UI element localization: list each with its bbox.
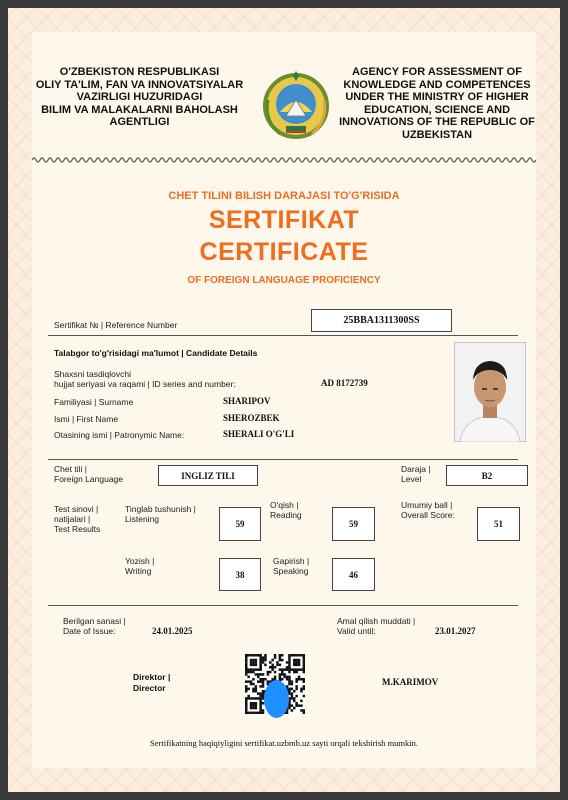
- candidate-photo: [454, 342, 526, 442]
- agency-uz-line: AGENTLIGI: [109, 116, 170, 128]
- writing-label-line: Yozish |: [125, 556, 155, 566]
- speaking-label-line: Gapirish |: [273, 556, 310, 566]
- agency-uz-line: O'ZBEKISTON RESPUBLIKASI: [59, 66, 220, 78]
- valid-until-value: 23.01.2027: [435, 626, 476, 636]
- test-results-label-line: Test Results: [54, 524, 101, 534]
- test-results-label-line: natijalari |: [54, 514, 91, 524]
- level-value: B2: [446, 465, 528, 486]
- agency-name-uz: [32, 66, 247, 129]
- reference-number-value: 25BBA1311300SS: [311, 309, 452, 332]
- certificate-title-en: CERTIFICATE: [199, 238, 369, 266]
- certificate-page: [8, 8, 560, 792]
- director-label-line: Director: [133, 683, 166, 693]
- reading-score: 59: [332, 507, 375, 541]
- divider: [48, 335, 518, 336]
- agency-en-line: UNDER THE MINISTRY OF HIGHER: [345, 91, 529, 103]
- reference-number-label: Sertifikat № | Reference Number: [54, 320, 178, 330]
- first-name-label: Ismi | First Name: [54, 414, 119, 424]
- state-emblem-icon: [260, 70, 332, 142]
- certificate-title-uz: SERTIFIKAT: [208, 206, 360, 234]
- agency-en-line: KNOWLEDGE AND COMPETENCES: [343, 78, 531, 91]
- id-value: AD 8172739: [321, 378, 368, 388]
- level-label: [401, 464, 431, 484]
- agency-en-line: INNOVATIONS OF THE REPUBLIC OF: [339, 116, 535, 128]
- id-label: [54, 369, 236, 389]
- valid-until-label: [337, 616, 415, 636]
- level-label-line: Level: [401, 474, 422, 484]
- divider: [48, 605, 518, 606]
- certificate-title-suffix: OF FOREIGN LANGUAGE PROFICIENCY: [187, 275, 381, 286]
- agency-uz-line: OLIY TA'LIM, FAN VA INNOVATSIYALAR: [35, 78, 244, 91]
- candidate-section-title: Talabgor to'g'risidagi ma'lumot | Candidate Details: [54, 348, 258, 358]
- agency-en-line: AGENCY FOR ASSESSMENT OF: [352, 66, 522, 78]
- director-label-line: Direktor |: [133, 672, 171, 682]
- surname-value: SHARIPOV: [223, 396, 271, 406]
- valid-until-label-line: Amal qilish muddati |: [337, 616, 416, 626]
- valid-until-label-line: Valid until:: [337, 626, 376, 636]
- certificate-subtitle: CHET TILINI BILISH DARAJASI TO'G'RISIDA: [168, 190, 400, 202]
- first-name-value: SHEROZBEK: [223, 413, 280, 423]
- reading-label-line: O'qish |: [270, 500, 299, 510]
- reading-label-line: Reading: [270, 510, 302, 520]
- agency-uz-line: BILIM VA MALAKALARNI BAHOLASH: [41, 103, 238, 116]
- writing-label: [125, 556, 154, 576]
- speaking-score: 46: [332, 558, 375, 591]
- issue-date-label: [63, 616, 126, 636]
- speaking-label: [273, 556, 309, 576]
- issue-date-label-line: Berilgan sanasi |: [63, 616, 126, 626]
- issue-date-label-line: Date of Issue:: [63, 626, 116, 636]
- overall-score-label: [401, 500, 455, 520]
- agency-en-line: EDUCATION, SCIENCE AND: [363, 103, 511, 116]
- certificate-body: [32, 32, 536, 768]
- level-label-line: Daraja |: [401, 464, 431, 474]
- test-results-label: [54, 504, 100, 534]
- agency-uz-line: VAZIRLIGI HUZURIDAGI: [76, 91, 203, 103]
- test-results-label-line: Test sinovi |: [54, 504, 99, 514]
- verification-note: Sertifikatning haqiqiyligini sertifikat.uzbmb.uz sayti orqali tekshirish mumkin.: [150, 738, 418, 748]
- patronymic-value: SHERALI O'G'LI: [223, 429, 295, 439]
- redaction-mark: [264, 680, 289, 718]
- listening-label: [125, 504, 196, 524]
- id-label-line: hujjat seriyasi va raqami | ID series and number:: [54, 379, 236, 389]
- listening-label-line: Tinglab tushunish |: [125, 504, 196, 514]
- patronymic-label: Otasining ismi | Patronymic Name:: [54, 430, 185, 440]
- overall-score-label-line: Overall Score:: [401, 510, 455, 520]
- agency-en-line: UZBEKISTAN: [401, 128, 473, 141]
- foreign-language-label-line: Foreign Language: [54, 474, 124, 484]
- issue-date-value: 24.01.2025: [152, 626, 193, 636]
- speaking-label-line: Speaking: [273, 566, 309, 576]
- overall-score-label-line: Umumiy ball |: [401, 500, 453, 510]
- foreign-language-label-line: Chet tili |: [54, 464, 87, 474]
- agency-name-en: [337, 66, 537, 141]
- overall-score: 51: [477, 507, 520, 541]
- director-label: [133, 672, 170, 694]
- foreign-language-label: [54, 464, 123, 484]
- director-name: M.KARIMOV: [382, 677, 439, 687]
- writing-label-line: Writing: [125, 566, 152, 576]
- reading-label: [270, 500, 302, 520]
- wavy-divider: [32, 156, 536, 164]
- listening-score: 59: [219, 507, 261, 541]
- foreign-language-value: INGLIZ TILI: [158, 465, 258, 486]
- listening-label-line: Listening: [125, 514, 160, 524]
- surname-label: Familiyasi | Surname: [54, 397, 134, 407]
- id-label-line: Shaxsni tasdiqlovchi: [54, 369, 132, 379]
- writing-score: 38: [219, 558, 261, 591]
- divider: [48, 459, 518, 460]
